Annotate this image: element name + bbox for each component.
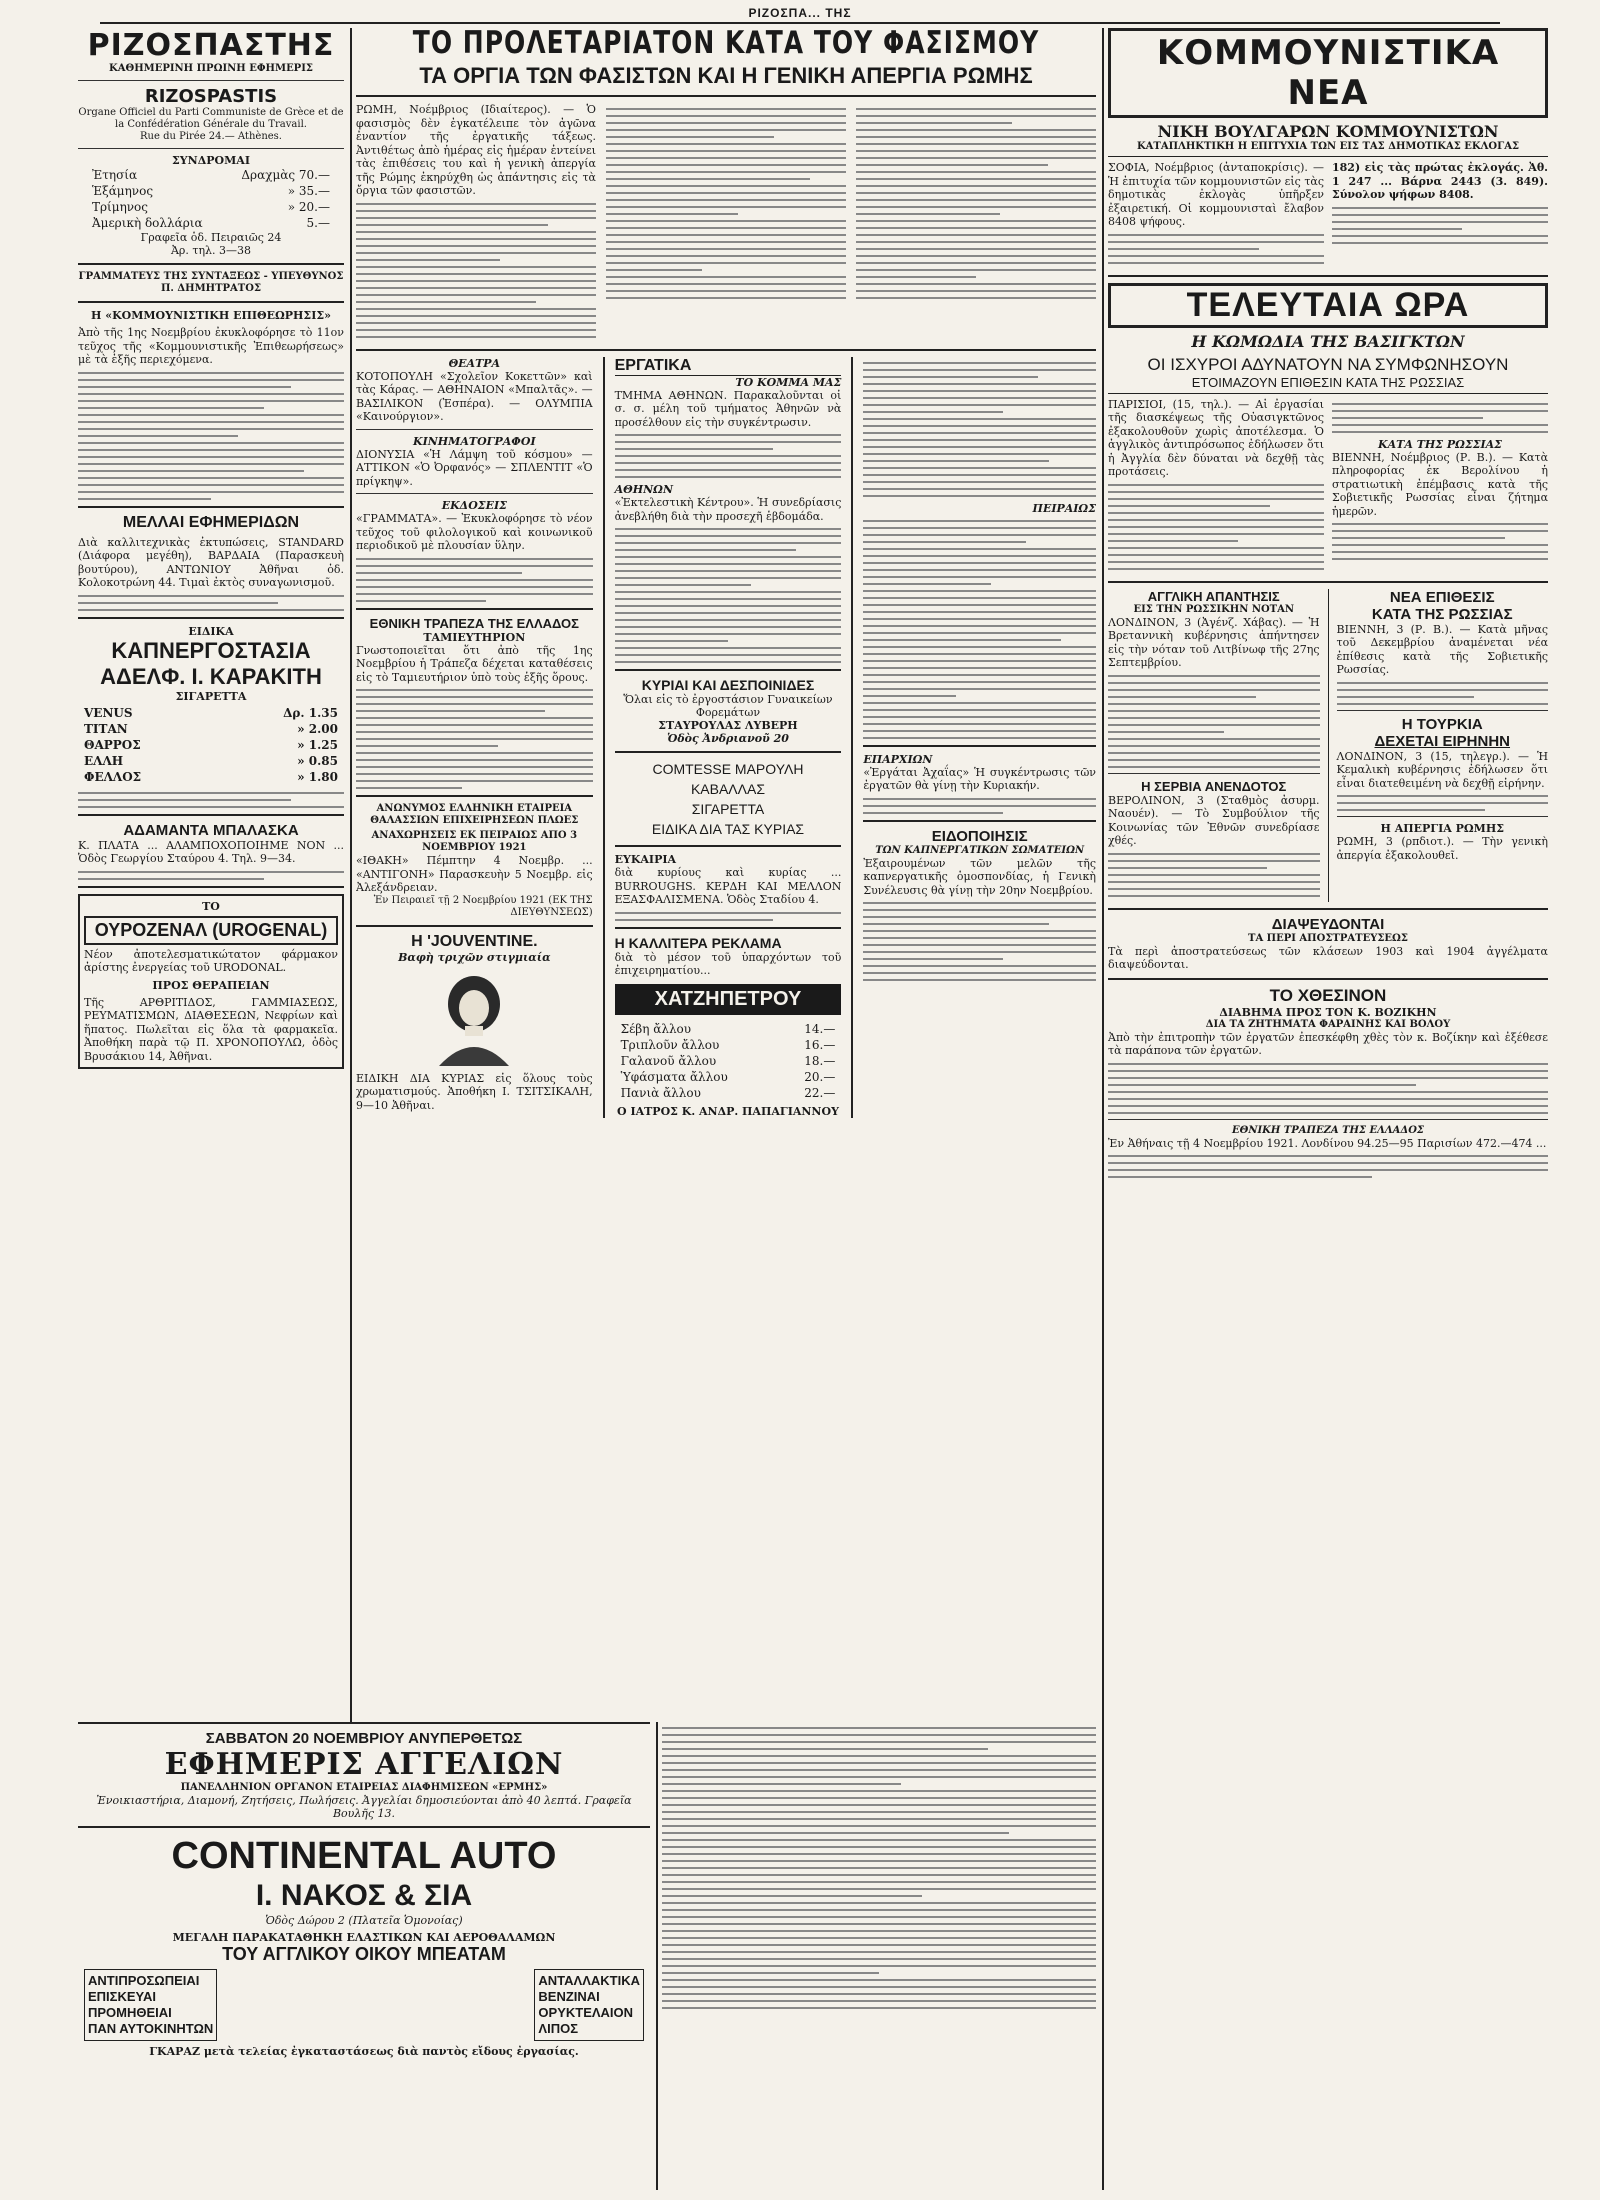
provinces-title: ΕΠΑΡΧΙΩΝ xyxy=(863,752,933,766)
athens-text: «Ἐκτελεστικὴ Κέντρου». Ἡ συνεδρίασις ἀνεβλήθη διὰ τὴν προσεχῆ ἑβδομάδα. xyxy=(614,496,842,523)
last-hour-headline2: ΕΤΟΙΜΑΖΟΥΝ ΕΠΙΘΕΣΙΝ ΚΑΤΑ ΤΗΣ ΡΩΣΣΙΑΣ xyxy=(1108,375,1548,394)
hatzipetrou-list xyxy=(615,1021,842,1101)
jouventine-text: ΕΙΔΙΚΗ ΔΙΑ ΚΥΡΙΑΣ εἰς ὅλους τοὺς χρωματισμούς. Ἀποθήκη Ι. ΤΣΙΤΣΙΚΑΛΗ, 9—10 Ἀθῆναι. xyxy=(356,1071,593,1112)
portrait-illustration xyxy=(419,970,529,1066)
communist-news-sub2: ΚΑΤΑΠΛΗΚΤΙΚΗ Η ΕΠΙΤΥΧΙΑ ΤΩΝ ΕΙΣ ΤΑΣ ΔΗΜΟΤΙΚΑΣ ΕΚΛΟΓΑΣ xyxy=(1108,141,1548,157)
theatre-title: ΘΕΑΤΡΑ xyxy=(448,356,501,370)
cn-col xyxy=(1332,161,1548,269)
text-block xyxy=(606,108,846,299)
subscriptions-list xyxy=(78,167,344,231)
denial-text: Τὰ περὶ ἀποστρατεύσεως τῶν κλάσεων 1903 καὶ 1904 ἀγγέλματα διαψεύδονται. xyxy=(1108,944,1548,971)
subscriptions-title: ΣΥΝΔΡΟΜΑΙ xyxy=(172,154,250,167)
column-rule xyxy=(656,1722,658,2190)
lead-article xyxy=(356,103,1096,343)
doctor-line: Ο ΙΑΤΡΟΣ Κ. ΑΝΔΡ. ΠΑΠΑΓΙΑΝΝΟΥ xyxy=(617,1104,839,1118)
ladies-name: ΣΤΑΥΡΟΥΛΑΣ ΛΥΒΕΡΗ xyxy=(658,719,798,732)
urogenal-ad-top: ΤΟ xyxy=(202,899,220,913)
opportunity-title: ΕΥΚΑΙΡΙΑ xyxy=(614,853,677,866)
urogenal-ad xyxy=(78,894,344,1070)
subscription-row: Ἐτησία Δραχμὰς 70.— xyxy=(92,168,330,182)
diamond-ad-title: ΑΔΑΜΑΝΤΑ ΜΠΑΛΑΣΚΑ xyxy=(123,821,299,839)
stamps-title: ΜΕΛΛΑΙ ΕΦΗΜΕΡΙΔΩΝ xyxy=(122,513,300,531)
center-lower xyxy=(356,357,1096,1118)
hatzipetrou-row: Πανιὰ ἄλλου 22.— xyxy=(620,1085,836,1100)
text-block xyxy=(1337,795,1549,811)
cn-col xyxy=(1108,161,1324,269)
masthead-title: ΡΙΖΟΣΠΑΣΤΗΣ xyxy=(87,28,335,63)
text-block xyxy=(78,792,344,808)
provinces-text: «Ἐργάται Ἀχαΐας» Ἡ συγκέντρωσις τῶν ἐργατῶν θὰ γίνῃ τὴν Κυριακήν. xyxy=(863,765,1096,792)
yesterday-text: Ἀπὸ τὴν ἐπιτροπὴν τῶν ἐργατῶν ἐπεσκέφθη χθὲς τὸν κ. Βοζίκην καὶ ἐξέθεσε τὰ παράπονα τῶν ἐργατῶν. xyxy=(1108,1030,1548,1057)
text-block xyxy=(1108,1155,1548,1178)
review-text: Ἀπὸ τῆς 1ης Νοεμβρίου ἐκυκλοφόρησε τὸ 11ον τεῦχος τῆς «Κομμουνιστικῆς Ἐπιθεωρήσεως» μὲ τὰ ἑξῆς περιεχόμενα. xyxy=(78,326,344,366)
text-block xyxy=(356,203,596,338)
lh-col xyxy=(1108,398,1324,575)
text-block xyxy=(856,108,1096,299)
bank2-title: ΕΘΝΙΚΗ ΤΡΑΠΕΖΑ ΤΗΣ ΕΛΛΑΔΟΣ xyxy=(1232,1124,1424,1136)
stamps-text: Διὰ καλλιτεχνικὰς ἐκτυπώσεις, STANDARD (Διάφορα μεγέθη), ΒΑΡΔΑΙΑ (Παρασκευὴ βουτύρου), ΑΝΤΩΝΙΟΥ Ἀθῆναι ὁδ. Κολοκοτρώνη 44. Τιμαὶ ἐκτὸς συναγωνισμοῦ. xyxy=(78,535,344,589)
publications-text: «ΓΡΑΜΜΑΤΑ». — Ἐκυκλοφόρησε τὸ νέον τεῦχος τοῦ φιλολογικοῦ καὶ κοινωνικοῦ περιοδικοῦ μὲ πλουσίαν ὕλην. xyxy=(356,512,593,552)
right-lower xyxy=(1108,589,1548,902)
serbia-title: Η ΣΕΡΒΙΑ ΑΝΕΝΔΟΤΟΣ xyxy=(1141,778,1287,794)
comtesse-line: ΣΙΓΑΡΕΤΤΑ xyxy=(691,801,765,817)
office-phone: Ἀρ. τηλ. 3—38 xyxy=(170,244,252,257)
labor-text: ΤΜΗΜΑ ΑΘΗΝΩΝ. Παρακαλοῦνται οἱ σ. σ. μέλη τοῦ τμήματος Ἀθηνῶν νὰ προσέλθουν εἰς τὴν συγκέντρωσιν. xyxy=(614,388,842,429)
cn-text: ΣΟΦΙΑ, Νοέμβριος (ἀνταποκρίσις). — Ἡ ἐπιτυχία τῶν κομμουνιστῶν εἰς τὰς δημοτικὰς ἐκλογὰς ὑπῆρξεν ἐξαιρετική. Οἱ κομμουνισταὶ ἔλαβον 8408 ψήφους. xyxy=(1108,161,1324,228)
center-subcol-2 xyxy=(615,357,842,1118)
notice-title: ΕΙΔΟΠΟΙΗΣΙΣ xyxy=(931,827,1028,845)
urogenal-ad-title: ΟΥΡΟΖΕΝΑΛ (UROGENAL) xyxy=(84,916,338,945)
communist-news-sub: ΝΙΚΗ ΒΟΥΛΓΑΡΩΝ ΚΟΜΜΟΥΝΙΣΤΩΝ xyxy=(1157,122,1499,141)
office-address: Γραφεῖα ὁδ. Πειραιῶς 24 xyxy=(140,231,282,244)
subscription-row: Ἀμερικὴ δολλάρια 5.— xyxy=(92,216,330,230)
top-strip: ΡΙΖΟΣΠΑ... ΤΗΣ xyxy=(100,6,1500,24)
text-block xyxy=(1108,234,1324,264)
yesterday-title: ΤΟ ΧΘΕΣΙΝΟΝ xyxy=(1269,985,1387,1005)
masthead-address: Rue du Pirée 24.— Athènes. xyxy=(140,131,282,142)
reklama-text: διὰ τὸ μέσον τοῦ ὑπαρχόντων τοῦ ἐπιχειρηματίου... xyxy=(614,950,842,977)
urogenal-ad-body: Τῆς ΑΡΘΡΙΤΙΔΟΣ, ΓΑΜΜΙΑΣΕΩΣ, ΡΕΥΜΑΤΙΣΜΩΝ, ΔΙΑΘΕΣΕΩΝ, Νεφρίων καὶ ἥπατος. Πωλεῖται εἰς ὅλα τὰ φαρμακεῖα. Ἀποθήκη παρὰ τῷ Π. ΧΡΟΝΟΠΟΥΛΩ, ὁδὸς Βρυσάκιου 14, Ἀθῆναι. xyxy=(84,995,338,1063)
ladies-title: ΚΥΡΙΑΙ ΚΑΙ ΔΕΣΠΟΙΝΙΔΕΣ xyxy=(641,677,815,693)
ads-paper-sub: ΠΑΝΕΛΛΗΝΙΟΝ ΟΡΓΑΝΟΝ ΕΤΑΙΡΕΙΑΣ ΔΙΑΦΗΜΙΣΕΩΝ «ΕΡΜΗΣ» xyxy=(180,1782,548,1793)
diamond-ad xyxy=(78,822,344,880)
text-block xyxy=(863,902,1096,981)
column-rule xyxy=(603,357,605,1118)
hatzipetrou-row: Ὑφάσματα ἄλλου 20.— xyxy=(620,1069,836,1084)
continental-services xyxy=(78,1965,650,2045)
column-rule xyxy=(851,357,853,1118)
column-rule xyxy=(1102,28,1104,2190)
comtesse-ad xyxy=(615,759,842,839)
masthead-subtitle: ΚΑΘΗΜΕΡΙΝΗ ΠΡΩΙΝΗ ΕΦΗΜΕΡΙΣ xyxy=(109,63,313,74)
labor-title: ΕΡΓΑΤΙΚΑ xyxy=(615,357,842,376)
turkey-title: Η ΤΟΥΡΚΙΑ xyxy=(1401,715,1483,733)
tobacco-price-row: ΘΑΡΡΟΣ » 1.25 xyxy=(84,737,338,752)
text-block xyxy=(1332,523,1548,560)
new-attack-text: ΒΙΕΝΝΗ, 3 (Ρ. Β.). — Κατὰ μῆνας τοῦ Δεκεμβρίου ἀναμένεται νέα ἐπίθεσις κατὰ τῆς Σοβιετικῆς Ρωσσίας. xyxy=(1336,622,1548,676)
masthead xyxy=(78,28,344,295)
reklama-title: Η ΚΑΛΛΙΤΕΡΑ ΡΕΚΛΑΜΑ xyxy=(614,934,782,951)
labor-sub: ΤΟ ΚΟΜΜΑ ΜΑΣ xyxy=(735,375,842,389)
subscription-row: Ἑξάμηνος » 35.— xyxy=(92,184,330,198)
bottom-ads xyxy=(78,1722,650,2190)
main-headline: ΤΟ ΠΡΟΛΕΤΑΡΙΑΤΟΝ ΚΑΤΑ ΤΟΥ ΦΑΣΙΣΜΟΥ xyxy=(412,28,1040,61)
last-hour-sub: Η ΚΩΜΩΔΙΑ ΤΗΣ ΒΑΣΙΓΚΤΩΝ xyxy=(1191,331,1465,351)
lh-col xyxy=(1332,398,1548,575)
continental-line1: ΜΕΓΑΛΗ ΠΑΡΑΚΑΤΑΘΗΚΗ ΕΛΑΣΤΙΚΩΝ ΚΑΙ ΑΕΡΟΘΑΛΑΜΩΝ xyxy=(172,1931,556,1944)
continental-title: CONTINENTAL AUTO xyxy=(171,1835,557,1877)
ladies-address: Ὁδὸς Ἀνδριανοῦ 20 xyxy=(667,732,789,745)
continental-address: Ὁδὸς Δώρου 2 (Πλατεῖα Ὁμονοίας) xyxy=(265,1914,463,1927)
text-block xyxy=(863,362,1096,497)
center-subcol-3 xyxy=(863,357,1096,1118)
hatzipetrou-row: Σέβη ἄλλου 14.— xyxy=(620,1021,836,1036)
center-column xyxy=(356,28,1096,1600)
serbia-text: ΒΕΡΟΛΙΝΟΝ, 3 (Σταθμὸς ἀσυρμ. Ναουέν). — Τὸ Συμβούλιον τῆς Κοινωνίας τῶν Ἐθνῶν συνεδρίασε χθές. xyxy=(1108,793,1320,847)
lead-col xyxy=(856,103,1096,343)
english-reply-title: ΑΓΓΛΙΚΗ ΑΠΑΝΤΗΣΙΣ xyxy=(1147,588,1280,604)
athens-title: ΑΘΗΝΩΝ xyxy=(614,483,674,496)
bank-sub: ΤΑΜΙΕΥΤΗΡΙΟΝ xyxy=(423,630,526,644)
english-reply-sub: ΕΙΣ ΤΗΝ ΡΩΣΣΙΚΗΝ ΝΟΤΑΝ xyxy=(1133,603,1295,615)
tobacco-price-row: VENUS Δρ. 1.35 xyxy=(84,705,338,720)
jouventine-sub: Βαφὴ τριχῶν στιγμιαία xyxy=(398,950,551,964)
comtesse-line: ΕΙΔΙΚΑ ΔΙΑ ΤΑΣ ΚΥΡΙΑΣ xyxy=(651,821,805,837)
text-block xyxy=(662,1727,1096,2009)
lead-col xyxy=(606,103,846,343)
right-lower-col-1 xyxy=(1108,589,1320,902)
shipping-text: «ΙΘΑΚΗ» Πέμπτην 4 Νοεμβρ. ... «ΑΝΤΙΓΟΝΗ» Παρασκευὴν 5 Νοεμβρ. εἰς Ἀλεξάνδρειαν. xyxy=(356,854,593,894)
new-attack-title: ΝΕΑ ΕΠΙΘΕΣΙΣ xyxy=(1389,588,1495,606)
text-block xyxy=(1108,853,1320,897)
urogenal-ad-text: Νέον ἀποτελεσματικώτατον φάρμακον ἀρίστης ἐνεργείας τοῦ URODONAL. xyxy=(84,947,338,974)
right-column xyxy=(1108,28,1548,2190)
tobacco-ad xyxy=(78,625,344,808)
lead-col xyxy=(356,103,596,343)
jouventine-title: Η 'JOUVENTINE. xyxy=(411,932,538,950)
notice-sub: ΤΩΝ ΚΑΠΝΕΡΓΑΤΙΚΩΝ ΣΩΜΑΤΕΙΩΝ xyxy=(875,844,1085,856)
center-bottom-filler xyxy=(662,1722,1096,2190)
jouventine-portrait xyxy=(356,970,593,1066)
english-reply-text: ΛΟΝΔΙΝΟΝ, 3 (Ἀγένζ. Χάβας). — Ἡ Βρεταννικὴ κυβέρνησις ἀπήντησεν εἰς τὴν νόταν τοῦ Λιτβίνωφ τῆς 27ης Σεπτεμβρίου. xyxy=(1108,615,1320,669)
right-lower-col-2 xyxy=(1337,589,1549,902)
ladies-text: Ὅλαι εἰς τὸ ἐργοστάσιον Γυναικείων Φορεμάτων xyxy=(623,693,833,719)
text-block xyxy=(1332,403,1548,433)
text-block xyxy=(863,520,1096,739)
urogenal-ad-sub: ΠΡΟΣ ΘΕΡΑΠΕΙΑΝ xyxy=(152,978,270,992)
bank-text: Γνωστοποιεῖται ὅτι ἀπὸ τῆς 1ης Νοεμβρίου ἡ Τράπεζα δέχεται καταθέσεις εἰς τὸ Ταμιευτήριον ὑπὸ τοὺς ἑξῆς ὅρους. xyxy=(356,643,593,684)
tobacco-ad-name: ΑΔΕΛΦ. Ι. ΚΑΡΑΚΙΤΗ xyxy=(100,663,322,689)
theatre-text: ΚΟΤΟΠΟΥΛΗ «Σχολεῖον Κοκεττῶν» καὶ τὰς Κάρας. — ΑΘΗΝΑΙΟΝ «Μπαλτᾶς». — ΒΑΣΙΛΙΚΟΝ (Ἑσπέρα). — ΟΛΥΜΠΙΑ «Καινούργιον». xyxy=(356,369,593,423)
continental-name: Ι. ΝΑΚΟΣ & ΣΙΑ xyxy=(255,1879,473,1912)
text-block xyxy=(356,558,593,602)
services-right: ΑΝΤΑΛΛΑΚΤΙΚΑ ΒΕΝΖΙΝΑΙ ΟΡΥΚΤΕΛΑΙΟΝ ΛΙΠΟΣ xyxy=(534,1969,644,2041)
against-russia-text: ΒΙΕΝΝΗ, Νοέμβριος (Ρ. Β.). — Κατὰ πληροφορίας ἐκ Βερολίνου ἡ στρατιωτικὴ ἐπέμβασις κατὰ τῆς Σοβιετικῆς Ρωσσίας εἶναι ζήτημα ἡμερῶν. xyxy=(1332,450,1548,518)
secretary-line: ΓΡΑΜΜΑΤΕΥΣ ΤΗΣ ΣΥΝΤΑΞΕΩΣ - ΥΠΕΥΘΥΝΟΣ Π. ΔΗΜΗΤΡΑΤΟΣ xyxy=(78,271,344,294)
text-block xyxy=(1332,207,1548,244)
text-block xyxy=(356,689,593,789)
tobacco-price-row: ΦΕΛΛΟΣ » 1.80 xyxy=(84,769,338,784)
ads-paper-text: Ἐνοικιαστήρια, Διαμονή, Ζητήσεις, Πωλήσεις. Ἀγγελίαι δημοσιεύονται ἀπὸ 40 λεπτά. Γραφεῖα Βουλῆς 13. xyxy=(96,1794,632,1820)
tobacco-ad-title: ΚΑΠΝΕΡΓΟΣΤΑΣΙΑ xyxy=(111,637,311,663)
lead-text: ΡΩΜΗ, Νοέμβριος (Ιδιαίτερος). — Ὁ φασισμὸς δὲν ἐγκατέλειπε τὸν ἀγῶνα ἐναντίον τῆς ἐργατικῆς τάξεως. Ἀντιθέτως ἀπὸ ἡμέρας εἰς ἡμέραν ἐντείνει τὰς ἐπιθέσεις του καὶ ἡ γενικὴ ἀπεργία τῆς Ρώμης ἐκηρύχθη ὡς ἀπάντησις εἰς τὰ ὄργια τῶν φασιστῶν. xyxy=(356,103,596,197)
subscription-row: Τρίμηνος » 20.— xyxy=(92,200,330,214)
shipping-sub: ΑΝΑΧΩΡΗΣΕΙΣ ΕΚ ΠΕΙΡΑΙΩΣ ΑΠΟ 3 ΝΟΕΜΒΡΙΟΥ 1921 xyxy=(371,830,578,853)
text-block xyxy=(863,798,1096,814)
text-block xyxy=(1108,1063,1548,1114)
new-attack-sub: ΚΑΤΑ ΤΗΣ ΡΩΣΣΙΑΣ xyxy=(1371,605,1513,623)
hatzipetrou-row: Τριπλοῦν ἄλλου 16.— xyxy=(620,1037,836,1052)
denial-sub: ΤΑ ΠΕΡΙ ΑΠΟΣΤΡΑΤΕΥΣΕΩΣ xyxy=(1248,932,1408,944)
communist-news-title: ΚΟΜΜΟΥΝΙΣΤΙΚΑ ΝΕΑ xyxy=(1108,28,1548,118)
continental-line2: ΤΟΥ ΑΓΓΛΙΚΟΥ ΟΙΚΟΥ ΜΠΕΑΤΑΜ xyxy=(222,1944,506,1964)
denial-title: ΔΙΑΨΕΥΔΟΝΤΑΙ xyxy=(1271,915,1385,933)
masthead-organ: Organe Officiel du Parti Communiste de Grèce et de la Confédération Générale du Travail. xyxy=(78,107,344,130)
publications-title: ΕΚΔΟΣΕΙΣ xyxy=(441,499,507,512)
services-left: ΑΝΤΙΠΡΟΣΩΠΕΙΑΙ ΕΠΙΣΚΕΥΑΙ ΠΡΟΜΗΘΕΙΑΙ ΠΑΝ ΑΥΤΟΚΙΝΗΤΩΝ xyxy=(84,1969,217,2041)
text-block xyxy=(1108,675,1320,768)
text-block xyxy=(615,912,842,921)
shipping-sign: Ἐν Πειραιεῖ τῇ 2 Νοεμβρίου 1921 (ΕΚ ΤΗΣ ΔΙΕΥΘΥΝΣΕΩΣ) xyxy=(373,894,593,918)
bank-title: ΕΘΝΙΚΗ ΤΡΑΠΕΖΑ ΤΗΣ ΕΛΛΑΔΟΣ xyxy=(369,615,579,631)
ads-paper-title: ΕΦΗΜΕΡΙΣ ΑΓΓΕΛΙΩΝ xyxy=(164,1747,564,1782)
column-rule xyxy=(1328,589,1329,902)
text-block xyxy=(615,528,842,663)
review-title: Η «ΚΟΜΜΟΥΝΙΣΤΙΚΗ ΕΠΙΘΕΩΡΗΣΙΣ» xyxy=(90,309,332,322)
cinema-title: ΚΙΝΗΜΑΤΟΓΡΑΦΟΙ xyxy=(413,434,536,448)
piraeus-title: ΠΕΙΡΑΙΩΣ xyxy=(1032,501,1096,515)
turkey-text: ΛΟΝΔΙΝΟΝ, 3 (15, τηλεγρ.). — Ἡ Κεμαλικὴ κυβέρνησις ἐδήλωσεν ὅτι εἶναι διατεθειμένη νὰ δεχθῇ εἰρήνην. xyxy=(1336,749,1548,790)
rome-strike-title: Η ΑΠΕΡΓΙΑ ΡΩΜΗΣ xyxy=(1380,822,1505,835)
opportunity-text: διὰ κυρίους καὶ κυρίας ... BURROUGHS. ΚΕΡΔΗ ΚΑΙ ΜΕΛΛΟΝ ΕΞΑΣΦΑΛΙΣΜΕΝΑ. Ὁδὸς Σταδίου 4. xyxy=(614,866,842,906)
comtesse-line: COMTESSE ΜΑΡΟΥΛΗ xyxy=(652,761,804,777)
tobacco-ad-sub: ΣΙΓΑΡΕΤΤΑ xyxy=(175,689,247,703)
yesterday-sub2: ΔΙΑ ΤΑ ΖΗΤΗΜΑΤΑ ΦΑΡΑΙΝΗΣ ΚΑΙ ΒΟΛΟΥ xyxy=(1205,1018,1451,1030)
last-hour-headline: ΟΙ ΙΣΧΥΡΟΙ ΑΔΥΝΑΤΟΥΝ ΝΑ ΣΥΜΦΩΝΗΣΟΥΝ xyxy=(1147,354,1509,374)
tobacco-price-row: ΕΛΛΗ » 0.85 xyxy=(84,753,338,768)
hatzipetrou-row: Γαλανοῦ ἄλλου 18.— xyxy=(620,1053,836,1068)
main-subheadline: ΤΑ ΟΡΓΙΑ ΤΩΝ ΦΑΣΙΣΤΩΝ ΚΑΙ Η ΓΕΝΙΚΗ ΑΠΕΡΓΙΑ ΡΩΜΗΣ xyxy=(419,63,1033,88)
yesterday-sub: ΔΙΑΒΗΜΑ ΠΡΟΣ ΤΟΝ Κ. ΒΟΖΙΚΗΝ xyxy=(1219,1005,1437,1019)
last-hour-body xyxy=(1108,398,1548,575)
tobacco-ad-top: ΕΙΔΙΚΑ xyxy=(188,624,234,638)
notice-text: Ἐξαιρουμένων τῶν μελῶν τῆς καπνεργατικῆς ὁμοσπονδίας, ἡ Γενικὴ Συνέλευσις θὰ γίνῃ τὴν 20ην Νοεμβρίου. xyxy=(863,856,1096,897)
lh-text: ΠΑΡΙΣΙΟΙ, (15, τηλ.). — Αἱ ἐργασίαι τῆς διασκέψεως τῆς Οὐασιγκτῶνος ἐξακολουθοῦν χωρὶς ἀποτέλεσμα. Ὁ ἀγγλικὸς ἀντιπρόσωπος ἐδήλωσεν ὅτι ἡ Ἀγγλία δὲν δύναται νὰ δεχθῇ τὰς προτάσεις. xyxy=(1108,397,1324,478)
masthead-latin: RIZOSPASTIS xyxy=(144,86,278,107)
comtesse-line: ΚΑΒΑΛΛΑΣ xyxy=(690,781,765,797)
text-block xyxy=(78,871,344,880)
shipping-title: ΑΝΩΝΥΜΟΣ ΕΛΛΗΝΙΚΗ ΕΤΑΙΡΕΙΑ ΘΑΛΑΣΣΙΩΝ ΕΠΙΧΕΙΡΗΣΕΩΝ ΠΛΩΕΣ xyxy=(370,803,579,826)
center-subcol-1 xyxy=(356,357,593,1118)
text-block xyxy=(78,595,344,611)
text-block xyxy=(1337,682,1549,705)
turkey-sub: ΔΕΧΕΤΑΙ ΕΙΡΗΝΗΝ xyxy=(1374,732,1511,750)
hatzipetrou-title: ΧΑΤΖΗΠΕΤΡΟΥ xyxy=(615,984,842,1015)
continental-footer: ΓΚΑΡΑΖ μετὰ τελείας ἐγκαταστάσεως διὰ παντὸς εἴδους ἐργασίας. xyxy=(149,2045,579,2058)
against-russia-title: ΚΑΤΑ ΤΗΣ ΡΩΣΣΙΑΣ xyxy=(1378,437,1502,451)
diamond-ad-text: Κ. ΠΛΑΤΑ ... ΑΛΑΜΠΟΧΟΠΟΙΗΜΕ ΝΟΝ ... Ὁδὸς Γεωργίου Σταύρου 4. Τηλ. 9—34. xyxy=(78,838,344,865)
tobacco-price-row: ΤΙΤΑΝ » 2.00 xyxy=(84,721,338,736)
communist-news-body xyxy=(1108,161,1548,269)
cn-text2: 182) εἰς τὰς πρώτας ἐκλογάς. Ἀθ. 1 247 ... Βάρνα 2443 (3. 849). Σύνολον ψήφων 8408. xyxy=(1332,161,1548,201)
text-block xyxy=(78,372,344,500)
last-hour-title: ΤΕΛΕΥΤΑΙΑ ΩΡΑ xyxy=(1108,283,1548,328)
cinema-text: ΔΙΟΝΥΣΙΑ «Ἡ Λάμψη τοῦ κόσμου» — ΑΤΤΙΚΟΝ «Ὁ Ὀρφανός» — ΣΠΛΕΝΤΙΤ «Ὁ πρίγκηψ». xyxy=(356,447,593,488)
text-block xyxy=(615,434,842,478)
ads-date: ΣΑΒΒΑΤΟΝ 20 ΝΟΕΜΒΡΙΟΥ ΑΝΥΠΕΡΘΕΤΩΣ xyxy=(205,1730,523,1747)
tobacco-price-list xyxy=(78,703,344,787)
bank2-text: Ἐν Ἀθήναις τῇ 4 Νοεμβρίου 1921. Λονδίνου 94.25—95 Παρισίων 472.—474 ... xyxy=(1108,1136,1547,1150)
text-block xyxy=(1108,484,1324,570)
rome-strike-text: ΡΩΜΗ, 3 (ρπδιοτ.). — Τὴν γενικὴ ἀπεργία ἐξακολουθεῖ. xyxy=(1336,835,1548,862)
